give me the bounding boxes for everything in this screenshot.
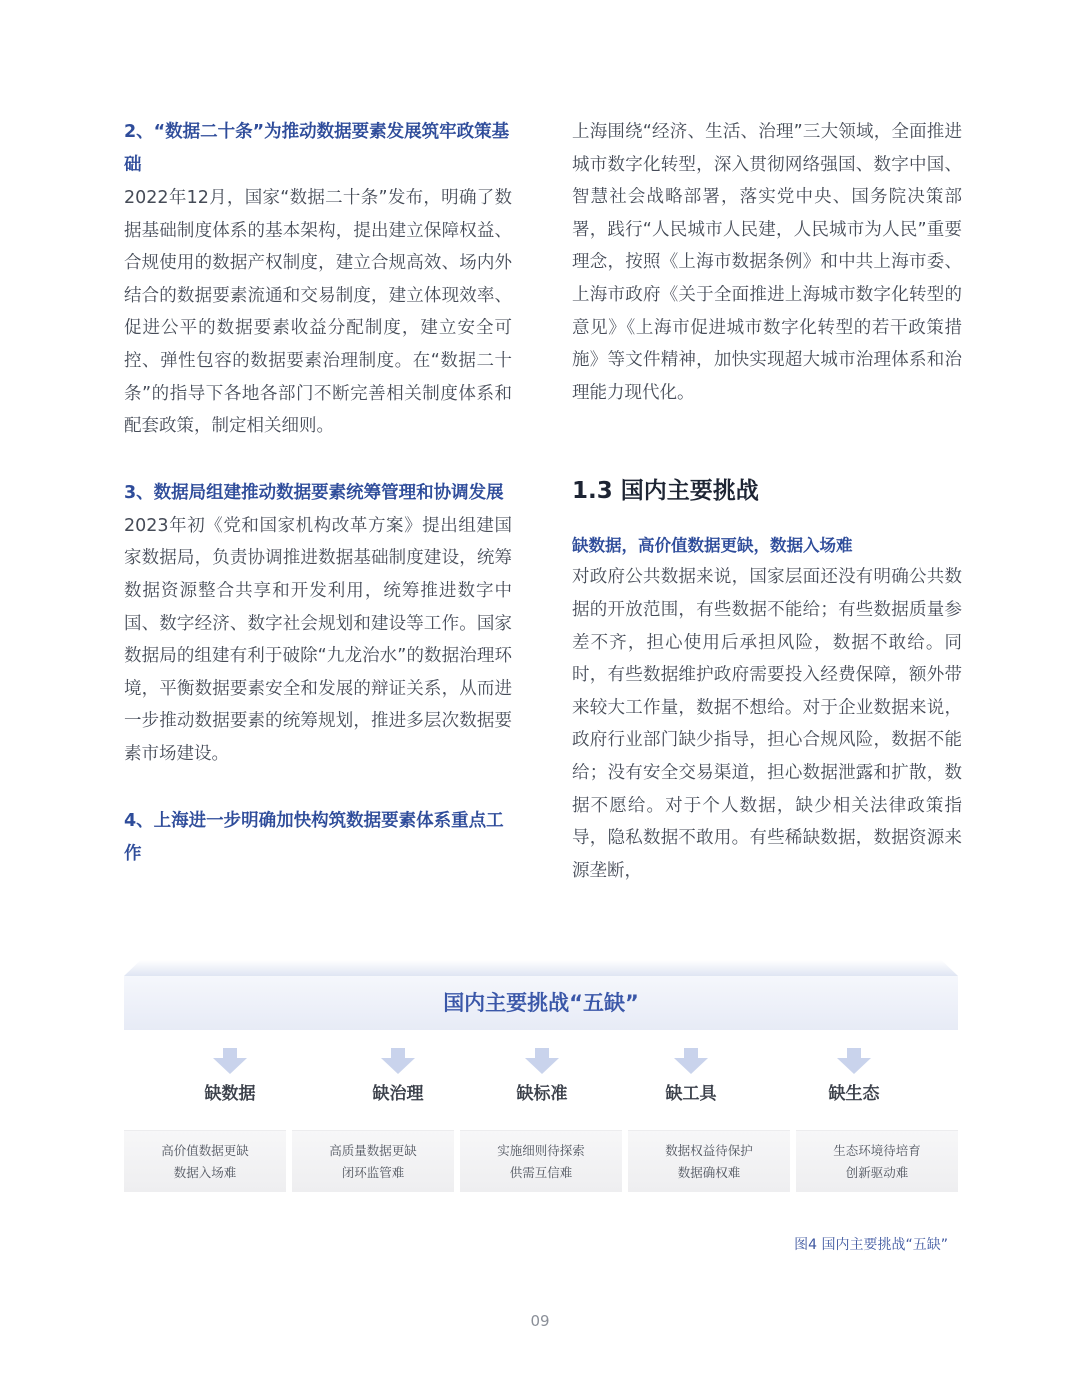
box-line: 高质量数据更缺 xyxy=(329,1143,417,1158)
box-line: 闭环监管难 xyxy=(341,1165,405,1180)
figure-title: 国内主要挑战“五缺” xyxy=(443,991,639,1015)
heading-data-bureau: 3、数据局组建推动数据要素统筹管理和协调发展 xyxy=(124,482,504,503)
column-label: 缺生态 xyxy=(828,1084,880,1104)
banner-bevel xyxy=(124,960,958,976)
column-label: 缺数据 xyxy=(204,1084,256,1104)
column-label: 缺治理 xyxy=(372,1084,424,1104)
figure-box xyxy=(796,1130,958,1192)
down-arrow-icon xyxy=(525,1048,559,1074)
figure-box xyxy=(628,1130,790,1192)
figure-box xyxy=(124,1130,286,1192)
figure-column xyxy=(611,1048,771,1106)
box-line: 实施细则待探索 xyxy=(497,1143,585,1158)
figure-box xyxy=(460,1130,622,1192)
section-title: 1.3 国内主要挑战 xyxy=(572,478,759,505)
down-arrow-icon xyxy=(381,1048,415,1074)
box-line: 创新驱动难 xyxy=(845,1165,909,1180)
figure-banner xyxy=(124,976,958,1030)
right-column xyxy=(572,116,962,887)
heading-shanghai: 4、上海进一步明确加快构筑数据要素体系重点工作 xyxy=(124,810,504,864)
paragraph-data-twenty: 2022年12月，国家“数据二十条”发布，明确了数据基础制度体系的基本架构，提出建立保障权益、合规使用的数据产权制度，建立合规高效、场内外结合的数据要素流通和交易制度，建立体现效率、促进公平的数据要素收益分配制度，建立安全可控、弹性包容的数据要素治理制度。在“数据二十条”的指导下各地各部门不断完善相关制度体系和配套政策，制定相关细则。 xyxy=(124,188,512,437)
figure-column xyxy=(150,1048,310,1106)
figure-box xyxy=(292,1130,454,1192)
box-line: 数据权益待保护 xyxy=(665,1143,753,1158)
down-arrow-icon xyxy=(674,1048,708,1074)
paragraph-challenges: 对政府公共数据来说，国家层面还没有明确公共数据的开放范围，有些数据不能给；有些数据质量参差不齐，担心使用后承担风险，数据不敢给。同时，有些数据维护政府需要投入经费保障，额外带来较大工作量，数据不想给。对于企业数据来说，政府行业部门缺少指导，担心合规风险，数据不能给；没有安全交易渠道，担心数据泄露和扩散，数据不愿给。对于个人数据，缺少相关法律政策指导，隐私数据不敢用。有些稀缺数据，数据资源来源垄断， xyxy=(572,567,962,881)
figure-caption: 图4 国内主要挑战“五缺” xyxy=(794,1237,948,1253)
heading-data-twenty: 2、“数据二十条”为推动数据要素发展筑牢政策基础 xyxy=(124,122,510,175)
page-number: 09 xyxy=(530,1312,550,1330)
paragraph-shanghai: 上海围绕“经济、生活、治理”三大领域，全面推进城市数字化转型，深入贯彻网络强国、数字中国、智慧社会战略部署，落实党中央、国务院决策部署，践行“人民城市人民建，人民城市为人民”重要理念，按照《上海市数据条例》和中共上海市委、上海市政府《关于全面推进上海城市数字化转型的意见》《上海市促进城市数字化转型的若干政策措施》等文件精神，加快实现超大城市治理体系和治理能力现代化。 xyxy=(572,122,962,403)
figure-column xyxy=(318,1048,478,1106)
down-arrow-icon xyxy=(837,1048,871,1074)
down-arrow-icon xyxy=(213,1048,247,1074)
box-line: 数据确权难 xyxy=(677,1165,741,1180)
box-line: 供需互信难 xyxy=(509,1165,573,1180)
box-line: 数据入场难 xyxy=(173,1165,237,1180)
box-line: 生态环境待培育 xyxy=(833,1143,921,1158)
figure-column xyxy=(774,1048,934,1106)
left-column xyxy=(124,116,512,871)
sub-heading-lack-data: 缺数据，高价值数据更缺，数据入场难 xyxy=(572,536,853,556)
figure-column xyxy=(462,1048,622,1106)
figure-five-lacks xyxy=(124,960,958,1200)
column-label: 缺工具 xyxy=(665,1084,717,1104)
column-label: 缺标准 xyxy=(516,1084,568,1104)
box-line: 高价值数据更缺 xyxy=(161,1143,249,1158)
paragraph-data-bureau: 2023年初《党和国家机构改革方案》提出组建国家数据局，负责协调推进数据基础制度建设，统筹数据资源整合共享和开发利用，统筹推进数字中国、数字经济、数字社会规划和建设等工作。国家数据局的组建有利于破除“九龙治水”的数据治理环境，平衡数据要素安全和发展的辩证关系，从而进一步推动数据要素的统筹规划，推进多层次数据要素市场建设。 xyxy=(124,515,512,764)
